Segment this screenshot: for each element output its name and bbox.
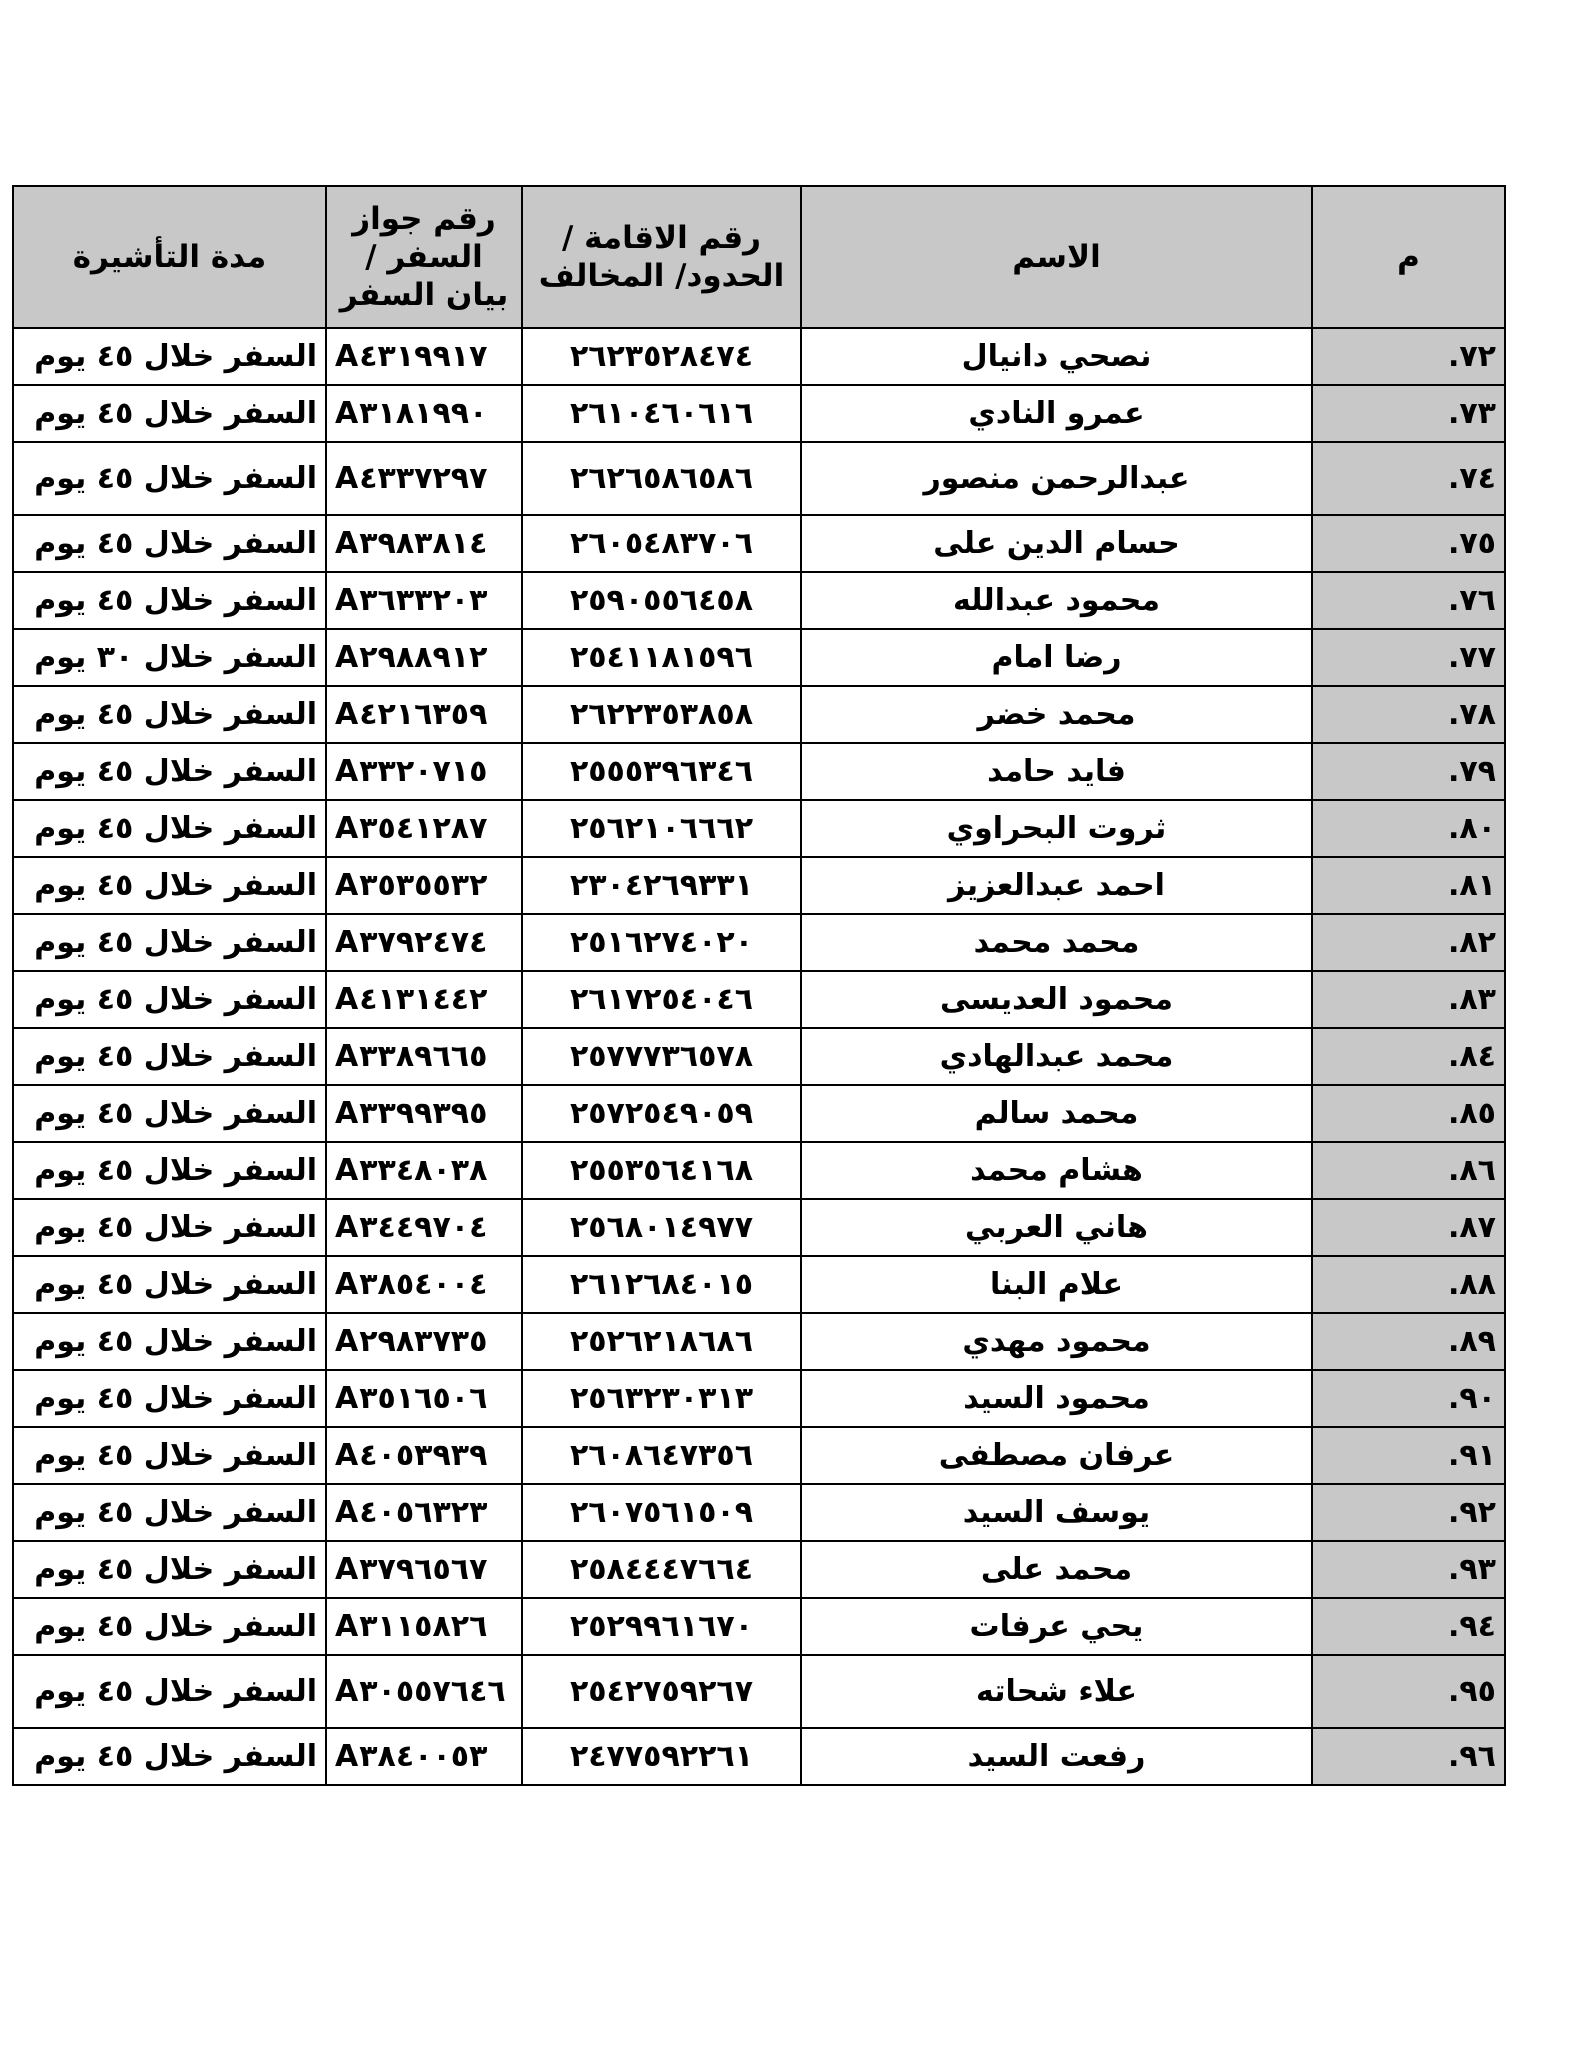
residence-number: ٢٣٠٤٢٦٩٣٣١	[522, 857, 801, 914]
person-name: نصحي دانيال	[801, 328, 1312, 385]
visa-duration: السفر خلال ٤٥ يوم	[13, 1728, 326, 1785]
person-name: محمد عبدالهادي	[801, 1028, 1312, 1085]
row-number: ٧٨.	[1312, 686, 1505, 743]
table-row	[13, 1655, 1505, 1728]
passport-number: A٣٧٩٢٤٧٤	[326, 914, 522, 971]
passport-number: A٢٩٨٣٧٣٥	[326, 1313, 522, 1370]
visa-duration: السفر خلال ٤٥ يوم	[13, 572, 326, 629]
visa-duration: السفر خلال ٤٥ يوم	[13, 800, 326, 857]
row-number: ٨٥.	[1312, 1085, 1505, 1142]
person-name: علام البنا	[801, 1256, 1312, 1313]
passport-number: A٣٨٤٠٠٥٣	[326, 1728, 522, 1785]
residence-number: ٢٦١٢٦٨٤٠١٥	[522, 1256, 801, 1313]
visa-duration: السفر خلال ٣٠ يوم	[13, 629, 326, 686]
passport-number: A٣٣٨٩٦٦٥	[326, 1028, 522, 1085]
row-number: ٧٤.	[1312, 442, 1505, 515]
residence-number: ٢٦٢٢٣٥٣٨٥٨	[522, 686, 801, 743]
row-number: ٨٨.	[1312, 1256, 1505, 1313]
person-name: عمرو النادي	[801, 385, 1312, 442]
passport-number: A٤٣١٩٩١٧	[326, 328, 522, 385]
table-row	[13, 1541, 1505, 1598]
row-number: ٩٥.	[1312, 1655, 1505, 1728]
visa-duration: السفر خلال ٤٥ يوم	[13, 1655, 326, 1728]
passport-number: A٣٥٣٥٥٣٢	[326, 857, 522, 914]
visa-duration: السفر خلال ٤٥ يوم	[13, 1256, 326, 1313]
table-row	[13, 1427, 1505, 1484]
residence-number: ٢٥٦٣٢٣٠٣١٣	[522, 1370, 801, 1427]
row-number: ٨٠.	[1312, 800, 1505, 857]
passport-number: A٤١٣١٤٤٢	[326, 971, 522, 1028]
visa-duration: السفر خلال ٤٥ يوم	[13, 1541, 326, 1598]
visa-duration: السفر خلال ٤٥ يوم	[13, 743, 326, 800]
visa-duration: السفر خلال ٤٥ يوم	[13, 385, 326, 442]
passport-number: A٣٣٤٨٠٣٨	[326, 1142, 522, 1199]
row-number: ٧٧.	[1312, 629, 1505, 686]
table-row	[13, 629, 1505, 686]
row-number: ٨٦.	[1312, 1142, 1505, 1199]
person-name: عبدالرحمن منصور	[801, 442, 1312, 515]
header-visa: مدة التأشيرة	[13, 186, 326, 328]
residence-number: ٢٦٢٣٥٢٨٤٧٤	[522, 328, 801, 385]
residence-number: ٢٦١٠٤٦٠٦١٦	[522, 385, 801, 442]
visa-duration: السفر خلال ٤٥ يوم	[13, 1370, 326, 1427]
visa-duration: السفر خلال ٤٥ يوم	[13, 1313, 326, 1370]
table-row	[13, 572, 1505, 629]
visa-duration: السفر خلال ٤٥ يوم	[13, 515, 326, 572]
row-number: ٧٩.	[1312, 743, 1505, 800]
row-number: ٨٧.	[1312, 1199, 1505, 1256]
visa-duration: السفر خلال ٤٥ يوم	[13, 857, 326, 914]
passport-number: A٣٥١٦٥٠٦	[326, 1370, 522, 1427]
passport-number: A٤٠٥٣٩٣٩	[326, 1427, 522, 1484]
passport-number: A٣٩٨٣٨١٤	[326, 515, 522, 572]
residence-number: ٢٥٩٠٥٥٦٤٥٨	[522, 572, 801, 629]
table-row	[13, 857, 1505, 914]
person-name: حسام الدين على	[801, 515, 1312, 572]
header-passport: رقم جواز السفر / بيان السفر	[326, 186, 522, 328]
residence-number: ٢٥٢٦٢١٨٦٨٦	[522, 1313, 801, 1370]
residence-number: ٢٥٦٨٠١٤٩٧٧	[522, 1199, 801, 1256]
residence-number: ٢٥٢٩٩٦١٦٧٠	[522, 1598, 801, 1655]
passport-number: A٣٨٥٤٠٠٤	[326, 1256, 522, 1313]
residence-number: ٢٥٧٢٥٤٩٠٥٩	[522, 1085, 801, 1142]
person-name: محمد خضر	[801, 686, 1312, 743]
person-name: محمود العديسى	[801, 971, 1312, 1028]
visa-duration: السفر خلال ٤٥ يوم	[13, 1142, 326, 1199]
visa-duration: السفر خلال ٤٥ يوم	[13, 1484, 326, 1541]
visa-duration: السفر خلال ٤٥ يوم	[13, 1598, 326, 1655]
person-name: رضا امام	[801, 629, 1312, 686]
person-name: عرفان مصطفى	[801, 1427, 1312, 1484]
residence-number: ٢٥٤١١٨١٥٩٦	[522, 629, 801, 686]
row-number: ٨٩.	[1312, 1313, 1505, 1370]
passport-number: A٣٣٩٩٣٩٥	[326, 1085, 522, 1142]
visa-duration: السفر خلال ٤٥ يوم	[13, 971, 326, 1028]
row-number: ٨١.	[1312, 857, 1505, 914]
table-row	[13, 800, 1505, 857]
residence-number: ٢٥١٦٢٧٤٠٢٠	[522, 914, 801, 971]
header-row	[13, 186, 1505, 328]
residence-number: ٢٥٨٤٤٤٧٦٦٤	[522, 1541, 801, 1598]
person-name: يحي عرفات	[801, 1598, 1312, 1655]
table-row	[13, 442, 1505, 515]
visa-duration: السفر خلال ٤٥ يوم	[13, 686, 326, 743]
table-row	[13, 515, 1505, 572]
residence-number: ٢٦٠٥٤٨٣٧٠٦	[522, 515, 801, 572]
person-name: علاء شحاته	[801, 1655, 1312, 1728]
passport-number: A٣٧٩٦٥٦٧	[326, 1541, 522, 1598]
table-row	[13, 1028, 1505, 1085]
residence-number: ٢٥٤٢٧٥٩٢٦٧	[522, 1655, 801, 1728]
table-row	[13, 1370, 1505, 1427]
passport-number: A٣٦٣٣٢٠٣	[326, 572, 522, 629]
residence-number: ٢٦١٧٢٥٤٠٤٦	[522, 971, 801, 1028]
visa-duration: السفر خلال ٤٥ يوم	[13, 1427, 326, 1484]
person-name: محمود السيد	[801, 1370, 1312, 1427]
passport-number: A٣٤٤٩٧٠٤	[326, 1199, 522, 1256]
person-name: محمد سالم	[801, 1085, 1312, 1142]
passport-number: A٣١٨١٩٩٠	[326, 385, 522, 442]
person-name: فايد حامد	[801, 743, 1312, 800]
passport-number: A٣٠٥٥٧٦٤٦	[326, 1655, 522, 1728]
residence-number: ٢٥٥٣٥٦٤١٦٨	[522, 1142, 801, 1199]
person-name: محمد على	[801, 1541, 1312, 1598]
residence-number: ٢٤٧٧٥٩٢٢٦١	[522, 1728, 801, 1785]
visa-duration: السفر خلال ٤٥ يوم	[13, 914, 326, 971]
table-row	[13, 1728, 1505, 1785]
residence-number: ٢٥٦٢١٠٦٦٦٢	[522, 800, 801, 857]
row-number: ٨٢.	[1312, 914, 1505, 971]
person-name: يوسف السيد	[801, 1484, 1312, 1541]
row-number: ٩٠.	[1312, 1370, 1505, 1427]
visa-duration: السفر خلال ٤٥ يوم	[13, 1199, 326, 1256]
row-number: ٨٤.	[1312, 1028, 1505, 1085]
table-row	[13, 385, 1505, 442]
table-row	[13, 1256, 1505, 1313]
header-num: م	[1312, 186, 1505, 328]
roster-table	[12, 185, 1506, 1786]
residence-number: ٢٥٧٧٧٣٦٥٧٨	[522, 1028, 801, 1085]
person-name: ثروت البحراوي	[801, 800, 1312, 857]
passport-number: A٣٥٤١٢٨٧	[326, 800, 522, 857]
residence-number: ٢٥٥٥٣٩٦٣٤٦	[522, 743, 801, 800]
visa-duration: السفر خلال ٤٥ يوم	[13, 442, 326, 515]
passport-number: A٤٣٣٧٢٩٧	[326, 442, 522, 515]
row-number: ٩١.	[1312, 1427, 1505, 1484]
table-row	[13, 1142, 1505, 1199]
table-row	[13, 1598, 1505, 1655]
row-number: ٩٦.	[1312, 1728, 1505, 1785]
visa-duration: السفر خلال ٤٥ يوم	[13, 1085, 326, 1142]
residence-number: ٢٦٠٨٦٤٧٣٥٦	[522, 1427, 801, 1484]
table-row	[13, 1484, 1505, 1541]
table-row	[13, 1199, 1505, 1256]
table-row	[13, 1085, 1505, 1142]
row-number: ٧٢.	[1312, 328, 1505, 385]
visa-duration: السفر خلال ٤٥ يوم	[13, 1028, 326, 1085]
table-row	[13, 686, 1505, 743]
person-name: محمود عبدالله	[801, 572, 1312, 629]
residence-number: ٢٦٢٦٥٨٦٥٨٦	[522, 442, 801, 515]
table-row	[13, 743, 1505, 800]
passport-number: A٤٢١٦٣٥٩	[326, 686, 522, 743]
row-number: ٧٥.	[1312, 515, 1505, 572]
person-name: محمود مهدي	[801, 1313, 1312, 1370]
table-row	[13, 328, 1505, 385]
residence-number: ٢٦٠٧٥٦١٥٠٩	[522, 1484, 801, 1541]
table-row	[13, 914, 1505, 971]
visa-duration: السفر خلال ٤٥ يوم	[13, 328, 326, 385]
person-name: رفعت السيد	[801, 1728, 1312, 1785]
person-name: هاني العربي	[801, 1199, 1312, 1256]
header-residence: رقم الاقامة / الحدود/ المخالف	[522, 186, 801, 328]
table-row	[13, 971, 1505, 1028]
table-body	[13, 328, 1505, 1785]
person-name: محمد محمد	[801, 914, 1312, 971]
row-number: ٨٣.	[1312, 971, 1505, 1028]
passport-number: A٣١١٥٨٢٦	[326, 1598, 522, 1655]
row-number: ٩٤.	[1312, 1598, 1505, 1655]
person-name: احمد عبدالعزيز	[801, 857, 1312, 914]
person-name: هشام محمد	[801, 1142, 1312, 1199]
passport-number: A٢٩٨٨٩١٢	[326, 629, 522, 686]
row-number: ٧٦.	[1312, 572, 1505, 629]
header-name: الاسم	[801, 186, 1312, 328]
passport-number: A٣٣٢٠٧١٥	[326, 743, 522, 800]
row-number: ٩٢.	[1312, 1484, 1505, 1541]
table-row	[13, 1313, 1505, 1370]
row-number: ٩٣.	[1312, 1541, 1505, 1598]
passport-number: A٤٠٥٦٣٢٣	[326, 1484, 522, 1541]
row-number: ٧٣.	[1312, 385, 1505, 442]
